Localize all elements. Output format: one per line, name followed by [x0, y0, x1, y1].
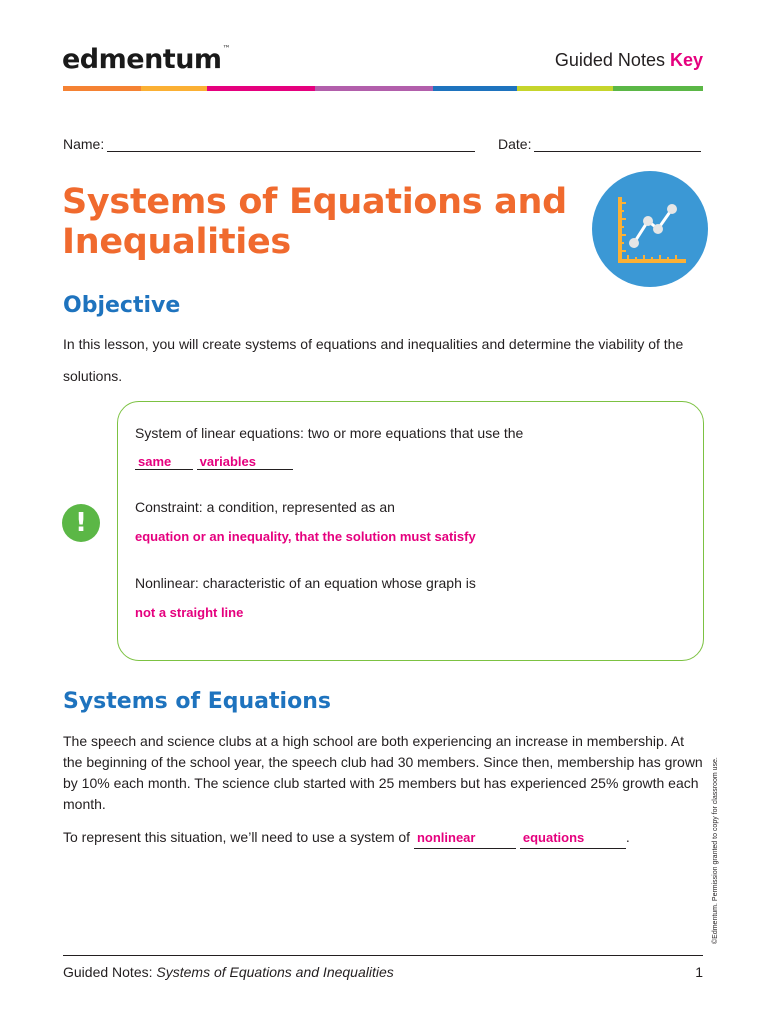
systems-paragraph: The speech and science clubs at a high school are both experiencing an increase in membership. At the beginning of the school year, the speech club had 30 members. Since then, membership has grown by 10% each month. The science club started with 25 members but has experienced 25% growth each month.: [63, 733, 703, 812]
definition-constraint-answer: equation or an inequality, that the solution must satisfy: [135, 529, 476, 544]
color-segment: [517, 86, 613, 91]
document-type-label: Guided Notes: [554, 50, 670, 70]
date-label: Date:: [498, 136, 532, 152]
objective-text: In this lesson, you will create systems of equations and inequalities and determine the viability of the solutions.: [63, 336, 684, 384]
definition-system-linear: System of linear equations: two or more equations that use the: [135, 425, 524, 441]
definition-constraint: Constraint: a condition, represented as an: [135, 499, 395, 515]
color-segment: [613, 86, 703, 91]
systems-represent-line: [63, 827, 703, 849]
answer-blank: same: [135, 454, 193, 470]
page-number: 1: [695, 964, 703, 980]
edmentum-logo: [62, 44, 230, 75]
document-type: [555, 50, 703, 71]
logo-text: edmentum: [62, 44, 222, 75]
definition-nonlinear: Nonlinear: characteristic of an equation whose graph is: [135, 575, 476, 591]
name-line[interactable]: [107, 137, 475, 152]
color-segment: [315, 86, 433, 91]
answer-blank: equations: [520, 827, 626, 849]
color-segment: [207, 86, 315, 91]
date-line[interactable]: [534, 137, 701, 152]
line-chart-icon: [592, 171, 708, 287]
color-segment: [433, 86, 517, 91]
answer-blank: nonlinear: [414, 827, 516, 849]
header-color-bar: [63, 86, 703, 91]
copyright-notice: ©Edmentum. Permission granted to copy for classroom use.: [712, 757, 719, 944]
footer-label: Guided Notes:: [63, 964, 157, 980]
systems-heading: Systems of Equations: [63, 689, 331, 714]
footer-lesson-title: Systems of Equations and Inequalities: [156, 964, 394, 980]
logo-trademark: ™: [222, 44, 231, 53]
name-label: Name:: [63, 136, 105, 152]
date-field[interactable]: [498, 136, 701, 152]
objective-heading: Objective: [63, 293, 181, 318]
color-segment: [141, 86, 207, 91]
definition-system-linear-answer: [135, 454, 293, 470]
exclamation-icon: !: [62, 504, 100, 542]
page-title: Systems of Equations and Inequalities: [62, 182, 567, 262]
definition-nonlinear-answer: not a straight line: [135, 605, 244, 620]
name-field[interactable]: [63, 136, 475, 152]
key-label: Key: [669, 50, 703, 70]
line-chart-graphic: [592, 171, 708, 287]
footer-title: [63, 964, 394, 980]
represent-suffix: .: [625, 829, 630, 845]
footer-divider: [63, 955, 703, 956]
color-segment: [63, 86, 141, 91]
represent-prefix: To represent this situation, we’ll need to use a system of: [63, 829, 411, 845]
answer-blank: variables: [197, 454, 293, 470]
